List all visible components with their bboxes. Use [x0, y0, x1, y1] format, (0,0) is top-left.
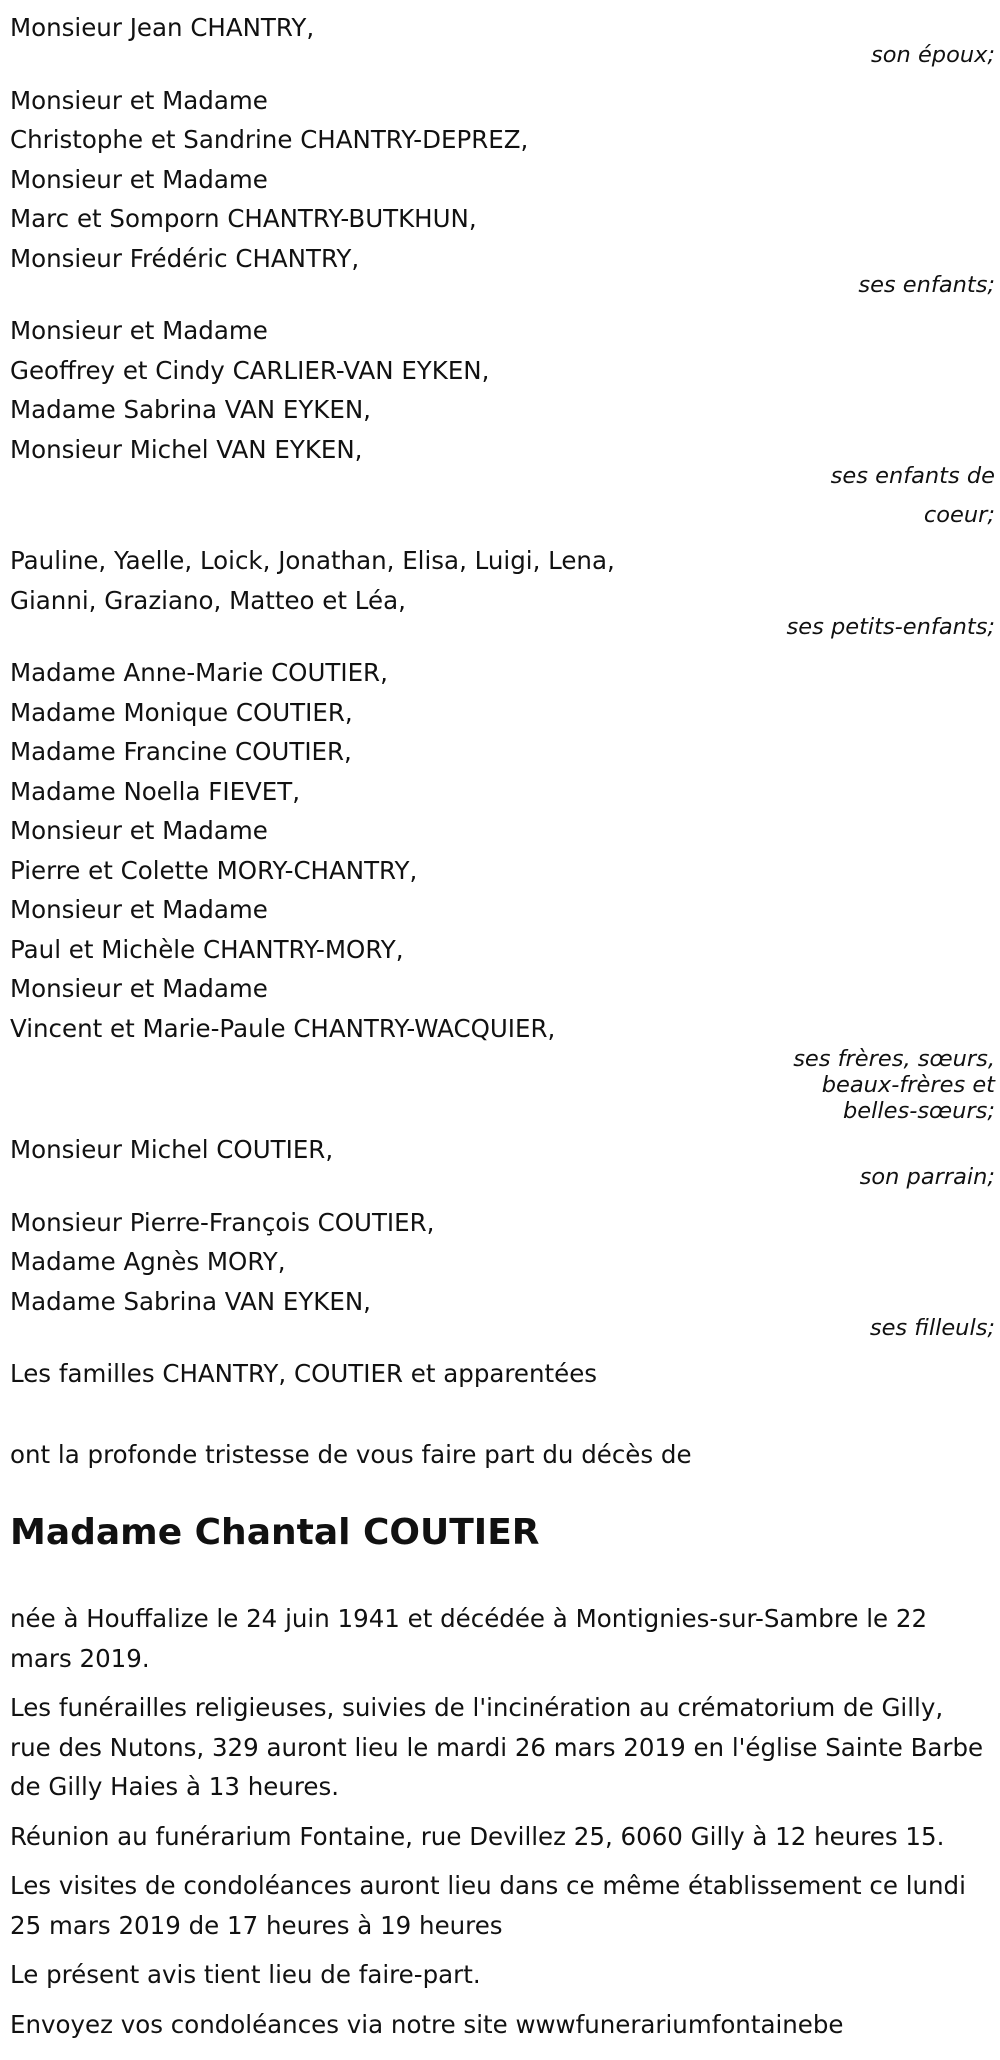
relationship-label-line: son parrain; [859, 1163, 995, 1190]
relationship-label-line: son époux; [871, 41, 995, 68]
details-section [10, 1599, 1000, 2044]
family-group [10, 653, 995, 1124]
family-list [10, 8, 1000, 1348]
relationship-label-line: ses enfants de [830, 463, 995, 489]
family-member-line: Madame Monique COUTIER, [10, 697, 353, 727]
family-group [10, 81, 995, 306]
family-group [10, 541, 995, 647]
family-member-line: Madame Agnès MORY, [10, 1247, 286, 1276]
notice-paragraph: Réunion au funérarium Fontaine, rue Devillez 25, 6060 Gilly à 12 heures 15. [10, 1821, 945, 1851]
family-member-line: Monsieur et Madame [10, 974, 268, 1003]
relationship-label-line: ses enfants; [858, 272, 995, 298]
family-member-line: Pierre et Colette MORY-CHANTRY, [10, 855, 418, 885]
relationship-label [10, 1046, 995, 1124]
deceased-name: Madame Chantal COUTIER [10, 1512, 540, 1553]
family-member-line: Pauline, Yaelle, Loick, Jonathan, Elisa, Luigi, Lena, [10, 546, 615, 575]
family-member-line: Paul et Michèle CHANTRY-MORY, [10, 934, 404, 964]
notice-paragraph: née à Houffalize le 24 juin 1941 et décédée à Montignies-sur-Sambre le 22 mars 2019. [10, 1604, 928, 1673]
relationship-label-line: belles-sœurs; [843, 1098, 995, 1124]
family-member-line: Geoffrey et Cindy CARLIER-VAN EYKEN, [10, 355, 490, 385]
relationship-label-line: ses frères, sœurs, [793, 1046, 995, 1072]
notice-paragraph: Le présent avis tient lieu de faire-part. [10, 1960, 481, 1989]
family-member-line: Madame Francine COUTIER, [10, 737, 352, 766]
family-member-line: Monsieur et Madame [10, 85, 268, 115]
family-member-line: Madame Sabrina VAN EYKEN, [10, 395, 371, 424]
relationship-label-line: coeur; [923, 502, 995, 528]
family-member-line: Madame Noella FIEVET, [10, 776, 301, 806]
family-member-line: Vincent et Marie-Paule CHANTRY-WACQUIER, [10, 1013, 556, 1043]
family-member-line: Monsieur Jean CHANTRY, [10, 13, 315, 42]
family-group [10, 1203, 995, 1349]
relationship-label-line: beaux-frères et [821, 1072, 995, 1098]
notice-paragraph: Envoyez vos condoléances via notre site wwwfunerariumfontainebe [10, 2009, 844, 2039]
family-member-line: Christophe et Sandrine CHANTRY-DEPREZ, [10, 125, 529, 154]
relationship-label-line: ses filleuls; [869, 1315, 995, 1341]
family-member-line: Monsieur Frédéric CHANTRY, [10, 243, 360, 273]
announcement-intro: ont la profonde tristesse de vous faire part du décès de [10, 1439, 692, 1469]
family-member-line: Gianni, Graziano, Matteo et Léa, [10, 585, 406, 615]
family-member-line: Monsieur et Madame [10, 316, 268, 345]
family-member-line: Monsieur et Madame [10, 895, 268, 924]
notice-paragraph: Les funérailles religieuses, suivies de l'incinération au crématorium de Gilly, rue des Nutons, 329 auront lieu le mardi 26 mars 2019 en l'église Sainte Barbe de Gilly Haies à 13 heures. [10, 1693, 984, 1801]
families-line: Les familles CHANTRY, COUTIER et apparentées [10, 1359, 598, 1388]
family-member-line: Marc et Somporn CHANTRY-BUTKHUN, [10, 204, 477, 233]
family-member-line: Monsieur et Madame [10, 164, 268, 194]
family-group [10, 1130, 995, 1197]
family-member-line: Monsieur Michel COUTIER, [10, 1135, 334, 1164]
notice-paragraph: Les visites de condoléances auront lieu dans ce même établissement ce lundi 25 mars 2019 de 17 heures à 19 heures [10, 1871, 966, 1940]
family-member-line: Monsieur Michel VAN EYKEN, [10, 434, 363, 464]
family-member-line: Madame Sabrina VAN EYKEN, [10, 1286, 371, 1316]
family-group [10, 8, 995, 75]
family-member-line: Madame Anne-Marie COUTIER, [10, 658, 388, 687]
family-member-line: Monsieur et Madame [10, 816, 268, 845]
relationship-label-line: ses petits-enfants; [786, 614, 995, 640]
family-group [10, 311, 995, 535]
family-member-line: Monsieur Pierre-François COUTIER, [10, 1207, 435, 1237]
